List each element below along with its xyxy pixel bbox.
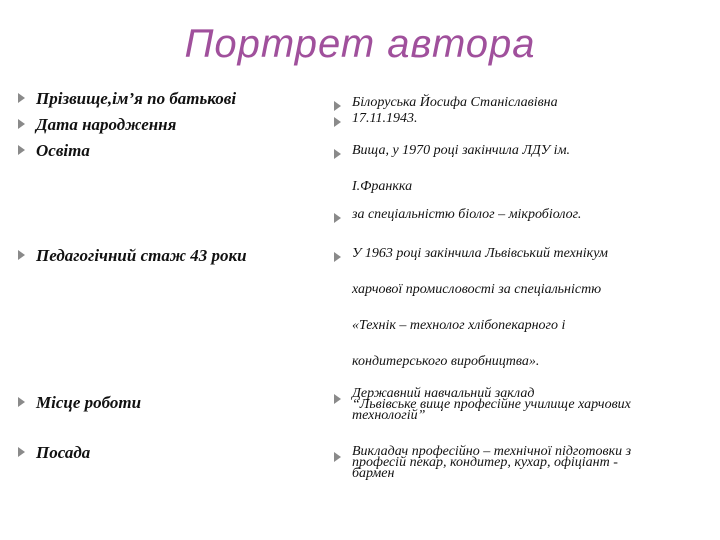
technical-school-line: У 1963 році закінчила Львівський технікум [352,246,608,261]
workplace-line: Державний навчальний заклад [352,386,535,401]
left-item-workplace [18,391,141,415]
position-line: бармен [352,466,395,481]
value-full-name [334,95,692,111]
bullet-icon [334,117,341,127]
bullet-icon [18,397,25,407]
bullet-icon [18,119,25,129]
value-technical-school [334,246,692,380]
bullet-icon [18,447,25,457]
position-line: професій пекар, кондитер, кухар, офіціант - [352,455,618,470]
value-technical-school-text [352,236,692,380]
slide-title: Портрет автора [184,22,536,66]
bullet-icon [334,149,341,159]
label-position: Посада [36,443,91,462]
value-education-text [352,133,692,205]
education-line: І.Франкка [352,179,413,194]
value-position-text [352,446,720,479]
bullet-icon [334,452,341,462]
label-birth-date: Дата народження [36,115,177,134]
left-item-experience [18,244,247,268]
value-position [334,446,720,479]
position-line: Викладач професійно – технічної підготовки з [352,444,632,459]
technical-school-line: кондитерського виробництва». [352,354,540,369]
bullet-icon [334,394,341,404]
left-item-name [18,87,236,111]
value-birth-date [334,111,692,127]
label-experience: Педагогічний стаж 43 роки [36,246,247,265]
label-education: Освіта [36,141,90,160]
value-specialty [334,207,692,223]
bullet-icon [334,252,341,262]
value-workplace-text [352,388,720,421]
technical-school-line: харчової промисловості за спеціальністю [352,282,602,297]
value-full-name-text: Білоруська Йосифа Станіславівна [352,95,558,110]
workplace-line: технологій” [352,408,426,423]
workplace-line: “Львівське вище професійне училище харчових [352,397,631,412]
bullet-icon [18,145,25,155]
value-specialty-text: за спеціальністю біолог – мікробіолог. [352,207,582,222]
label-full-name: Прізвище,ім’я по батькові [36,89,237,108]
value-education [334,143,692,205]
value-birth-date-text: 17.11.1943. [352,111,418,126]
value-workplace [334,388,720,421]
technical-school-line: «Технік – технолог хлібопекарного і [352,318,566,333]
bullet-icon [18,250,25,260]
left-item-birth [18,113,176,137]
left-item-position [18,441,90,465]
bullet-icon [334,213,341,223]
education-line: Вища, у 1970 році закінчила ЛДУ ім. [352,143,571,158]
bullet-icon [334,101,341,111]
bullet-icon [18,93,25,103]
left-item-education [18,139,90,163]
label-workplace: Місце роботи [36,393,142,412]
